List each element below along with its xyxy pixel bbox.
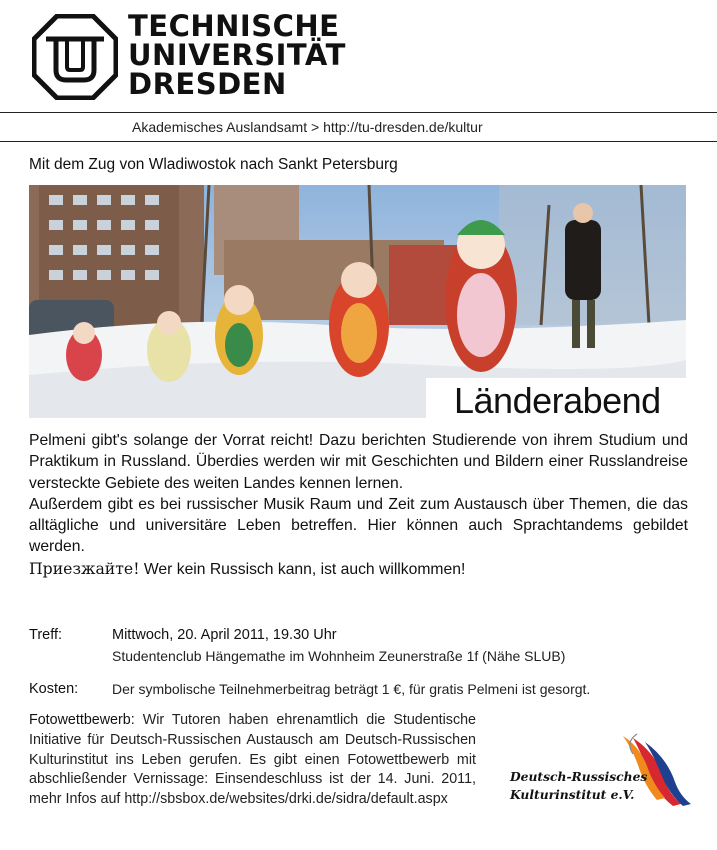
meeting-datetime: Mittwoch, 20. April 2011, 19.30 Uhr bbox=[112, 627, 337, 643]
invitation-line bbox=[29, 558, 688, 580]
contest-label: Fotowettbewerb: bbox=[29, 712, 135, 728]
invitation-closing: Wer kein Russisch kann, ist auch willkommen! bbox=[143, 560, 466, 578]
event-headline: Mit dem Zug von Wladiwostok nach Sankt Petersburg bbox=[29, 156, 398, 173]
wordmark-line-1: TECHNISCHE bbox=[128, 9, 340, 43]
description-paragraph-1: Pelmeni gibt's solange der Vorrat reicht! Dazu berichten Studierende von ihrem Studium und Praktikum in Russland. Überdies werden wir mit Geschichten und Bildern einer Russlandreise versteckte Gebiete des weiten Landes kennen lernen. bbox=[29, 432, 688, 492]
photo-contest bbox=[29, 711, 476, 810]
breadcrumb-separator: > bbox=[310, 119, 320, 135]
contest-text: Wir Tutoren haben ehrenamtlich die Studentische Initiative für Deutsch-Russischen Austausch am Deutsch-Russischen Kulturinstitut ins Leben gerufen. Es gibt einen Fotowettbewerb mit abschließender Vernissage: Einsendeschluss ist der 14. Juni. 2011, mehr Infos auf http://sbsbox.de/websites/drki.de/sidra/default.aspx bbox=[29, 712, 476, 808]
wordmark-line-2: UNIVERSITÄT bbox=[128, 38, 346, 72]
russian-greeting: Приезжайте! bbox=[29, 558, 140, 578]
university-wordmark bbox=[128, 9, 346, 101]
partner-logo-line-1: Deutsch-Russisches bbox=[510, 769, 648, 784]
meeting-location: Studentenclub Hängemathe im Wohnheim Zeunerstraße 1f (Nähe SLUB) bbox=[112, 648, 566, 664]
wordmark-line-3: DRESDEN bbox=[128, 67, 287, 101]
tu-dresden-logo-icon bbox=[32, 14, 118, 100]
header bbox=[0, 0, 717, 112]
description-paragraph-2: Außerdem gibt es bei russischer Musik Raum und Zeit zum Austausch über Themen, die das alltägliche und universitäre Leben betreffen. Hier können auch Sprachtandems gebildet werden. bbox=[29, 495, 688, 556]
costs-text: Der symbolische Teilnehmerbeitrag beträgt 1 €, für gratis Pelmeni ist gesorgt. bbox=[112, 681, 591, 697]
costs-label: Kosten: bbox=[29, 681, 79, 697]
breadcrumb-bar bbox=[0, 112, 717, 142]
breadcrumb-section: Akademisches Auslandsamt bbox=[132, 119, 308, 135]
meeting-label: Treff: bbox=[29, 627, 63, 643]
breadcrumb bbox=[132, 119, 483, 135]
event-description bbox=[29, 430, 688, 580]
partner-logo-line-2: Kulturinstitut e.V. bbox=[510, 787, 635, 802]
event-title: Länderabend bbox=[454, 380, 661, 421]
breadcrumb-url-link[interactable]: http://tu-dresden.de/kultur bbox=[323, 119, 483, 135]
partner-logo-text bbox=[510, 768, 647, 804]
contest-paragraph bbox=[29, 711, 476, 810]
